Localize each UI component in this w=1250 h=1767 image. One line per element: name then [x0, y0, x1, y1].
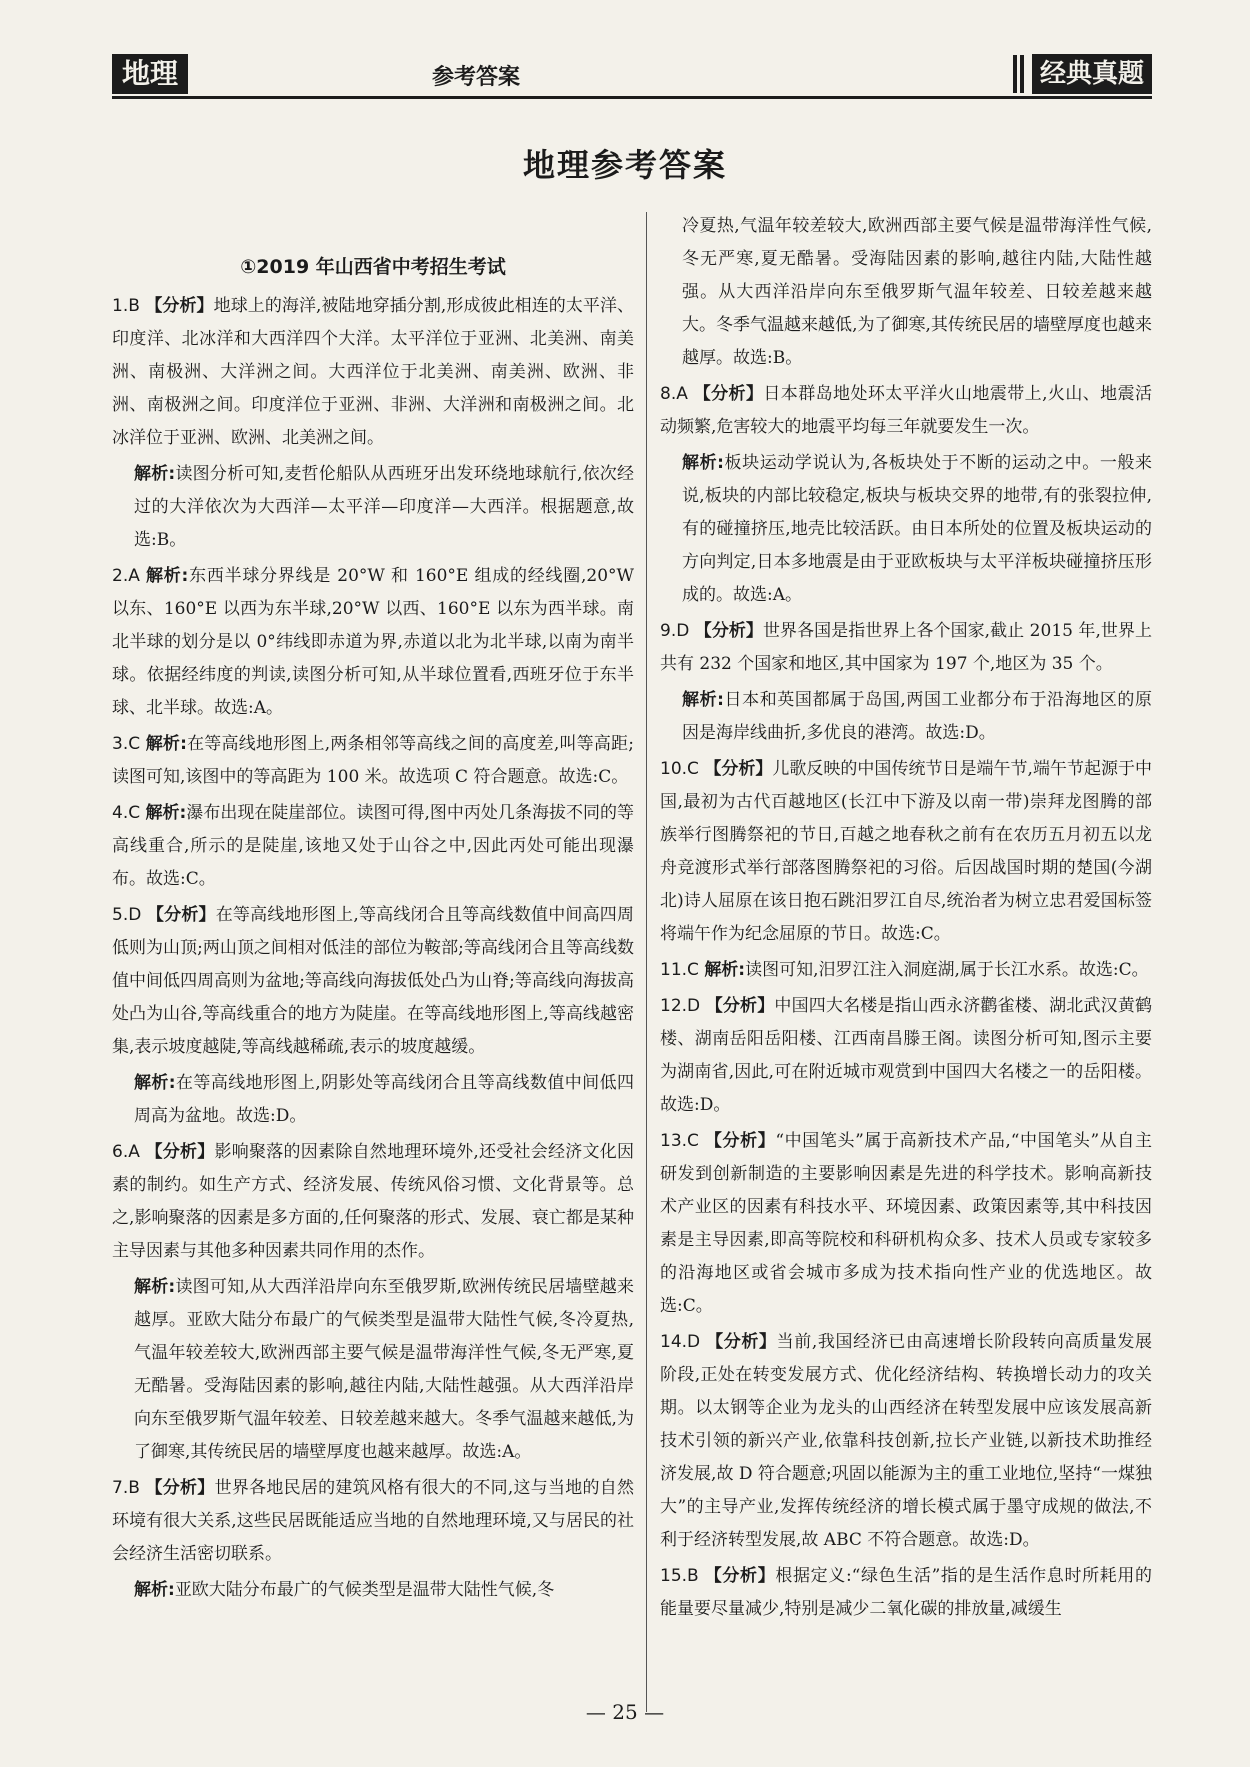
analysis-tag: 解析:: [682, 453, 724, 473]
subject-tag: 地理: [112, 54, 188, 94]
right-column: [660, 210, 1152, 1629]
answer-text: 在等高线地形图上,两条相邻等高线之间的高度差,叫等高距;读图可知,该图中的等高距为 100 米。故选项 C 符合题意。故选:C。: [112, 734, 634, 787]
answer-text: 根据定义:“绿色生活”指的是生活作息时所耗用的能量要尽量减少,特别是减少二氧化碳的排放量,减缓生: [660, 1566, 1153, 1619]
answer-text: 东西半球分界线是 20°W 和 160°E 组成的经线圈,20°W 以东、160°E 以西为东半球,20°W 以西、160°E 以东为西半球。南北半球的划分是以 0°纬线即赤道为界,赤道以北为北半球,以南为南半球。依据经纬度的判读,读图分析可知,从半球位置看,西班牙位于东半球、北半球。故选:A。: [112, 566, 634, 718]
answer-tag: 【分析】: [145, 1142, 215, 1162]
answer-number: 3.C: [112, 734, 141, 754]
answer-item: [112, 899, 634, 1064]
decorative-bars-icon: [1013, 55, 1024, 93]
answer-item: [660, 954, 1152, 987]
answer-item: [660, 1326, 1152, 1557]
analysis-tag: 解析:: [134, 1073, 176, 1093]
page-title: 地理参考答案: [522, 146, 727, 184]
answer-item: [660, 615, 1152, 681]
analysis-paragraph: [112, 1271, 634, 1469]
analysis-text: 亚欧大陆分布最广的气候类型是温带大陆性气候,冬: [174, 1580, 555, 1600]
answer-text: 儿歌反映的中国传统节日是端午节,端午节起源于中国,最初为古代百越地区(长江中下游及以南一带)崇拜龙图腾的部族举行图腾祭祀的节日,百越之地春秋之前有在农历五月初五以龙舟竞渡形式举行部落图腾祭祀的习俗。后因战国时期的楚国(今湖北)诗人屈原在该日抱石跳汨罗江自尽,统治者为树立忠君爱国标签将端午作为纪念屈原的节日。故选:C。: [660, 759, 1153, 944]
series-tag: 经典真题: [1032, 54, 1152, 94]
analysis-text: 读图分析可知,麦哲伦船队从西班牙出发环绕地球航行,依次经过的大洋依次为大西洋—太平洋—印度洋—大西洋。根据题意,故选:B。: [134, 464, 634, 550]
answer-item: [660, 753, 1152, 951]
answer-number: 1.B: [112, 296, 140, 316]
continued-analysis: 冷夏热,气温年较差较大,欧洲西部主要气候是温带海洋性气候,冬无严寒,夏无酷暑。受海陆因素的影响,越往内陆,大陆性越强。从大西洋沿岸向东至俄罗斯气温年较差、日较差越来越大。冬季气温越来越低,为了御寒,其传统民居的墙壁厚度也越来越厚。故选:B。: [682, 216, 1152, 368]
answer-text: 当前,我国经济已由高速增长阶段转向高质量发展阶段,正处在转变发展方式、优化经济结构、转换增长动力的攻关期。以太钢等企业为龙头的山西经济在转型发展中应该发展高新技术引领的新兴产业,依靠科技创新,拉长产业链,以新技术助推经济发展,故 D 符合题意;巩固以能源为主的重工业地位,坚持“一煤独大”的主导产业,发挥传统经济的增长模式属于墨守成规的做法,不利于经济转型发展,故 ABC 不符合题意。故选:D。: [660, 1332, 1153, 1550]
answer-tag: 【分析】: [705, 996, 775, 1016]
series-label: [1013, 54, 1152, 94]
analysis-text: 板块运动学说认为,各板块处于不断的运动之中。一般来说,板块的内部比较稳定,板块与板块交界的地带,有的张裂拉伸,有的碰撞挤压,地壳比较活跃。由日本所处的位置及板块运动的方向判定,日本多地震是由于亚欧板块与太平洋板块碰撞挤压形成的。故选:A。: [682, 453, 1152, 605]
answer-number: 11.C: [660, 960, 699, 980]
analysis-text: 在等高线地形图上,阴影处等高线闭合且等高线数值中间低四周高为盆地。故选:D。: [134, 1073, 634, 1126]
analysis-tag: 解析:: [134, 1277, 176, 1297]
answer-text: 中国四大名楼是指山西永济鹳雀楼、湖北武汉黄鹤楼、湖南岳阳岳阳楼、江西南昌滕王阁。读图分析可知,图示主要为湖南省,因此,可在附近城市观赏到中国四大名楼之一的岳阳楼。故选:D。: [660, 996, 1153, 1115]
answer-text: 读图可知,汨罗江注入洞庭湖,属于长江水系。故选:C。: [745, 960, 1149, 980]
answer-number: 5.D: [112, 905, 142, 925]
answer-tag: 【分析】: [145, 296, 214, 316]
analysis-tag: 解析:: [134, 464, 176, 484]
answer-tag: 解析:: [146, 566, 189, 586]
analysis-paragraph: [660, 684, 1152, 750]
exam-title: ①2019 年山西省中考招生考试: [240, 256, 506, 278]
analysis-tag: 解析:: [682, 690, 724, 710]
analysis-paragraph: [112, 458, 634, 557]
analysis-paragraph: [660, 447, 1152, 612]
answer-text: 世界各国是指世界上各个国家,截止 2015 年,世界上共有 232 个国家和地区,其中国家为 197 个,地区为 35 个。: [660, 621, 1153, 674]
answer-text: “中国笔头”属于高新技术产品,“中国笔头”从自主研发到创新制造的主要影响因素是先进的科学技术。影响高新技术产业区的因素有科技水平、环境因素、政策因素等,其中科技因素是主导因素,即高等院校和科研机构众多、技术人员或专家较多的沿海地区或省会城市多成为技术指向性产业的优选地区。故选:C。: [660, 1131, 1152, 1316]
answer-tag: 【分析】: [693, 384, 764, 404]
answer-item: [660, 990, 1152, 1122]
answer-number: 10.C: [660, 759, 699, 779]
answer-text: 瀑布出现在陡崖部位。读图可得,图中丙处几条海拔不同的等高线重合,所示的是陡崖,该地又处于山谷之中,因此丙处可能出现瀑布。故选:C。: [112, 803, 634, 889]
answer-tag: 【分析】: [145, 1478, 215, 1498]
analysis-paragraph: [112, 1574, 634, 1607]
answer-item: [660, 378, 1152, 444]
answer-text: 在等高线地形图上,等高线闭合且等高线数值中间高四周低则为山顶;两山顶之间相对低洼的部位为鞍部;等高线闭合且等高线数值中间低四周高则为盆地;等高线向海拔低处凸为山脊;等高线向海拔高处凸为山谷,等高线重合的地方为陡崖。在等高线地形图上,等高线越密集,表示坡度越陡,等高线越稀疏,表示的坡度越缓。: [112, 905, 634, 1057]
analysis-text: 日本和英国都属于岛国,两国工业都分布于沿海地区的原因是海岸线曲折,多优良的港湾。故选:D。: [682, 690, 1152, 743]
answer-number: 14.D: [660, 1332, 701, 1352]
answer-text: 世界各地民居的建筑风格有很大的不同,这与当地的自然环境有很大关系,这些民居既能适应当地的自然地理环境,又与居民的社会经济生活密切联系。: [112, 1478, 635, 1564]
answer-tag: 解析:: [704, 960, 746, 980]
answer-text: 地球上的海洋,被陆地穿插分割,形成彼此相连的太平洋、印度洋、北冰洋和大西洋四个大洋。太平洋位于亚洲、北美洲、南美洲、南极洲、大洋洲之间。大西洋位于北美洲、南美洲、欧洲、非洲、南极洲之间。印度洋位于亚洲、非洲、大洋洲和南极洲之间。北冰洋位于亚洲、欧洲、北美洲之间。: [112, 296, 635, 448]
analysis-paragraph: [112, 1067, 634, 1133]
answer-tag: 【分析】: [146, 905, 216, 925]
answer-number: 4.C: [112, 803, 141, 823]
answer-tag: 【分析】: [694, 621, 763, 641]
answer-tag: 解析:: [145, 803, 187, 823]
answer-number: 2.A: [112, 566, 140, 586]
answer-text: 影响聚落的因素除自然地理环境外,还受社会经济文化因素的制约。如生产方式、经济发展、传统风俗习惯、文化背景等。总之,影响聚落的因素是多方面的,任何聚落的形式、发展、衰亡都是某种主导因素与其他多种因素共同作用的杰作。: [112, 1142, 635, 1261]
answer-item: [112, 728, 634, 794]
answer-item: [660, 1560, 1152, 1626]
answer-item: [112, 560, 634, 725]
column-divider: [646, 212, 647, 1712]
answer-item: [112, 1136, 634, 1268]
answer-number: 15.B: [660, 1566, 699, 1586]
analysis-text: 读图可知,从大西洋沿岸向东至俄罗斯,欧洲传统民居墙壁越来越厚。亚欧大陆分布最广的气候类型是温带大陆性气候,冬冷夏热,气温年较差较大,欧洲西部主要气候是温带海洋性气候,冬无严寒,夏无酷暑。受海陆因素的影响,越往内陆,大陆性越强。从大西洋沿岸向东至俄罗斯气温年较差、日较差越来越大。冬季气温越来越低,为了御寒,其传统民居的墙壁厚度也越来越厚。故选:A。: [134, 1277, 634, 1462]
answer-tag: 【分析】: [704, 759, 773, 779]
page-header: [112, 54, 1152, 100]
answer-item: [112, 290, 634, 455]
page-number: — 25 —: [585, 1700, 665, 1724]
answer-number: 7.B: [112, 1478, 140, 1498]
answer-number: 9.D: [660, 621, 690, 641]
answer-tag: 【分析】: [706, 1332, 777, 1352]
answer-number: 8.A: [660, 384, 688, 404]
answer-number: 12.D: [660, 996, 701, 1016]
answer-item: [112, 1472, 634, 1571]
left-column: [112, 210, 634, 1610]
answer-tag: 【分析】: [704, 1131, 776, 1151]
answer-tag: 解析:: [145, 734, 187, 754]
analysis-tag: 解析:: [134, 1580, 175, 1600]
answer-tag: 【分析】: [704, 1566, 776, 1586]
answer-item: [660, 1125, 1152, 1323]
header-rule: [112, 96, 1152, 99]
header-center-title: 参考答案: [432, 65, 521, 90]
answer-number: 6.A: [112, 1142, 140, 1162]
answer-text: 日本群岛地处环太平洋火山地震带上,火山、地震活动频繁,危害较大的地震平均每三年就要发生一次。: [660, 384, 1153, 437]
answer-item: [112, 797, 634, 896]
answer-number: 13.C: [660, 1131, 699, 1151]
